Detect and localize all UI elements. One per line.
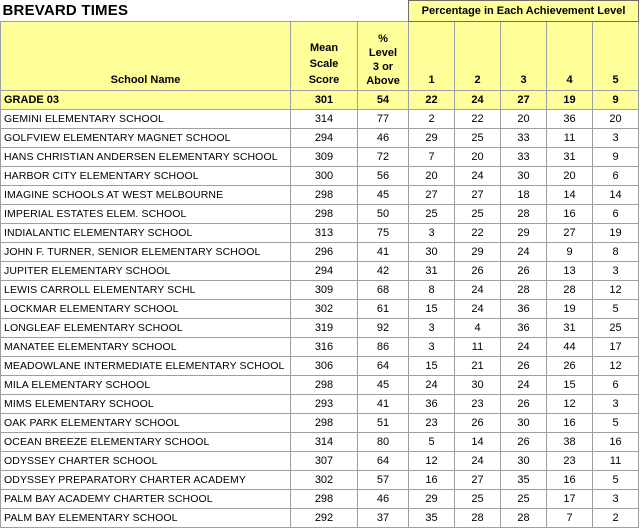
mean-scale-score-cell: 293	[291, 394, 358, 413]
level-5-cell: 20	[593, 109, 639, 128]
mean-scale-score-cell: 298	[291, 204, 358, 223]
table-row	[1, 242, 639, 261]
mean-scale-score-cell: 319	[291, 318, 358, 337]
pct-level3-cell: 86	[358, 337, 409, 356]
level-4-cell: 36	[547, 109, 593, 128]
pct-line: %	[378, 32, 388, 45]
mean-scale-score-cell: 313	[291, 223, 358, 242]
level-4-cell: 16	[547, 470, 593, 489]
level-3-cell: 28	[501, 280, 547, 299]
grade-mean: 301	[291, 90, 358, 109]
level-5-cell: 3	[593, 261, 639, 280]
table-row	[1, 280, 639, 299]
school-name-cell: MILA ELEMENTARY SCHOOL	[1, 375, 291, 394]
level-3-cell: 28	[501, 204, 547, 223]
grade-level-2: 24	[455, 90, 501, 109]
level-5-cell: 6	[593, 166, 639, 185]
pct-level3-header	[358, 21, 409, 90]
level-2-cell: 11	[455, 337, 501, 356]
level-1-cell: 29	[409, 128, 455, 147]
level-1-cell: 3	[409, 318, 455, 337]
mean-scale-score-cell: 298	[291, 489, 358, 508]
school-name-cell: OAK PARK ELEMENTARY SCHOOL	[1, 413, 291, 432]
level-5-cell: 14	[593, 185, 639, 204]
level-3-cell: 24	[501, 375, 547, 394]
level-1-cell: 8	[409, 280, 455, 299]
school-name-cell: LEWIS CARROLL ELEMENTARY SCHL	[1, 280, 291, 299]
level-1-cell: 36	[409, 394, 455, 413]
level-5-cell: 12	[593, 356, 639, 375]
school-name-cell: ODYSSEY PREPARATORY CHARTER ACADEMY	[1, 470, 291, 489]
level-4-cell: 7	[547, 508, 593, 527]
level-1-cell: 30	[409, 242, 455, 261]
level-4-cell: 9	[547, 242, 593, 261]
school-name-cell: ODYSSEY CHARTER SCHOOL	[1, 451, 291, 470]
level-3-cell: 26	[501, 356, 547, 375]
level-5-cell: 19	[593, 223, 639, 242]
level-1-cell: 3	[409, 223, 455, 242]
school-name-cell: HARBOR CITY ELEMENTARY SCHOOL	[1, 166, 291, 185]
level-5-cell: 3	[593, 394, 639, 413]
level-1-cell: 16	[409, 470, 455, 489]
level-2-cell: 30	[455, 375, 501, 394]
pct-level3-cell: 46	[358, 489, 409, 508]
mean-scale-score-cell: 294	[291, 128, 358, 147]
level-3-cell: 20	[501, 109, 547, 128]
level-2-cell: 24	[455, 166, 501, 185]
pct-level3-cell: 92	[358, 318, 409, 337]
level-1-cell: 27	[409, 185, 455, 204]
mean-scale-score-cell: 300	[291, 166, 358, 185]
mean-scale-score-cell: 298	[291, 413, 358, 432]
pct-level3-cell: 45	[358, 185, 409, 204]
level-2-cell: 24	[455, 280, 501, 299]
table-row	[1, 147, 639, 166]
level-1-cell: 15	[409, 356, 455, 375]
table-row	[1, 261, 639, 280]
school-name-cell: JUPITER ELEMENTARY SCHOOL	[1, 261, 291, 280]
mean-scale-score-cell: 302	[291, 470, 358, 489]
table-row	[1, 128, 639, 147]
level-2-cell: 28	[455, 508, 501, 527]
table-row	[1, 470, 639, 489]
table-row	[1, 394, 639, 413]
level-4-cell: 44	[547, 337, 593, 356]
level-2-cell: 24	[455, 299, 501, 318]
level-5-cell: 3	[593, 128, 639, 147]
pct-line: Above	[366, 74, 400, 87]
header-row	[1, 21, 639, 90]
level-3-cell: 18	[501, 185, 547, 204]
pct-level3-cell: 50	[358, 204, 409, 223]
pct-level3-cell: 64	[358, 451, 409, 470]
level-1-cell: 29	[409, 489, 455, 508]
mean-scale-score-cell: 292	[291, 508, 358, 527]
page-title: BREVARD TIMES	[2, 2, 129, 19]
level-2-cell: 20	[455, 147, 501, 166]
level-2-cell: 21	[455, 356, 501, 375]
pct-level3-cell: 41	[358, 242, 409, 261]
level-2-cell: 22	[455, 223, 501, 242]
level-2-cell: 22	[455, 109, 501, 128]
grade-level-3: 27	[501, 90, 547, 109]
level-5-cell: 16	[593, 432, 639, 451]
school-name-header: School Name	[1, 21, 291, 90]
level-2-header: 2	[455, 21, 501, 90]
level-2-cell: 26	[455, 261, 501, 280]
grade-row	[1, 90, 639, 109]
pct-level3-cell: 42	[358, 261, 409, 280]
grade-label: GRADE 03	[1, 90, 291, 109]
school-name-cell: MEADOWLANE INTERMEDIATE ELEMENTARY SCHOOL	[1, 356, 291, 375]
level-5-cell: 3	[593, 489, 639, 508]
pct-level3-cell: 51	[358, 413, 409, 432]
level-1-cell: 24	[409, 375, 455, 394]
mean-scale-score-cell: 296	[291, 242, 358, 261]
level-4-cell: 15	[547, 375, 593, 394]
level-3-cell: 33	[501, 128, 547, 147]
school-name-cell: GOLFVIEW ELEMENTARY MAGNET SCHOOL	[1, 128, 291, 147]
level-1-cell: 5	[409, 432, 455, 451]
table-row	[1, 185, 639, 204]
level-3-cell: 26	[501, 261, 547, 280]
level-3-cell: 25	[501, 489, 547, 508]
level-3-cell: 30	[501, 166, 547, 185]
level-3-cell: 28	[501, 508, 547, 527]
level-5-cell: 2	[593, 508, 639, 527]
pct-level3-cell: 80	[358, 432, 409, 451]
level-5-cell: 5	[593, 299, 639, 318]
level-1-cell: 31	[409, 261, 455, 280]
school-name-cell: OCEAN BREEZE ELEMENTARY SCHOOL	[1, 432, 291, 451]
mean-scale-score-cell: 314	[291, 432, 358, 451]
level-3-cell: 29	[501, 223, 547, 242]
school-name-cell: JOHN F. TURNER, SENIOR ELEMENTARY SCHOOL	[1, 242, 291, 261]
mean-scale-score-cell: 314	[291, 109, 358, 128]
pct-level3-cell: 37	[358, 508, 409, 527]
mean-scale-score-cell: 309	[291, 147, 358, 166]
pct-level3-cell: 56	[358, 166, 409, 185]
table-row	[1, 451, 639, 470]
school-name-cell: IMAGINE SCHOOLS AT WEST MELBOURNE	[1, 185, 291, 204]
mean-scale-score-cell: 298	[291, 185, 358, 204]
mean-scale-score-cell: 309	[291, 280, 358, 299]
level-5-cell: 8	[593, 242, 639, 261]
table-row	[1, 375, 639, 394]
level-3-cell: 33	[501, 147, 547, 166]
mean-scale-score-header	[291, 21, 358, 90]
mean-scale-score-cell: 302	[291, 299, 358, 318]
level-4-cell: 28	[547, 280, 593, 299]
mean-scale-score-cell: 307	[291, 451, 358, 470]
level-3-cell: 24	[501, 242, 547, 261]
level-4-cell: 31	[547, 147, 593, 166]
table-row	[1, 166, 639, 185]
school-name-cell: HANS CHRISTIAN ANDERSEN ELEMENTARY SCHOOL	[1, 147, 291, 166]
table-row	[1, 508, 639, 527]
level-5-cell: 11	[593, 451, 639, 470]
level-3-cell: 35	[501, 470, 547, 489]
level-1-cell: 15	[409, 299, 455, 318]
level-1-cell: 3	[409, 337, 455, 356]
level-4-cell: 23	[547, 451, 593, 470]
level-5-cell: 6	[593, 375, 639, 394]
level-5-cell: 9	[593, 147, 639, 166]
table-row	[1, 432, 639, 451]
level-3-cell: 26	[501, 394, 547, 413]
level-2-cell: 26	[455, 413, 501, 432]
title-row	[1, 1, 639, 22]
table-row	[1, 204, 639, 223]
level-5-cell: 6	[593, 204, 639, 223]
level-1-cell: 20	[409, 166, 455, 185]
school-name-cell: IMPERIAL ESTATES ELEM. SCHOOL	[1, 204, 291, 223]
pct-level3-cell: 72	[358, 147, 409, 166]
level-4-cell: 27	[547, 223, 593, 242]
level-5-cell: 5	[593, 413, 639, 432]
pct-level3-cell: 46	[358, 128, 409, 147]
school-name-cell: INDIALANTIC ELEMENTARY SCHOOL	[1, 223, 291, 242]
level-1-cell: 23	[409, 413, 455, 432]
level-3-cell: 30	[501, 413, 547, 432]
level-2-cell: 29	[455, 242, 501, 261]
mean-scale-score-cell: 298	[291, 375, 358, 394]
level-1-header: 1	[409, 21, 455, 90]
level-5-header: 5	[593, 21, 639, 90]
school-name-cell: PALM BAY ACADEMY CHARTER SCHOOL	[1, 489, 291, 508]
table-row	[1, 299, 639, 318]
table-row	[1, 356, 639, 375]
level-4-cell: 17	[547, 489, 593, 508]
table-row	[1, 413, 639, 432]
pct-level3-cell: 64	[358, 356, 409, 375]
school-name-cell: LOCKMAR ELEMENTARY SCHOOL	[1, 299, 291, 318]
level-4-cell: 16	[547, 204, 593, 223]
level-3-cell: 26	[501, 432, 547, 451]
pct-level3-cell: 41	[358, 394, 409, 413]
level-4-cell: 13	[547, 261, 593, 280]
school-name-cell: PALM BAY ELEMENTARY SCHOOL	[1, 508, 291, 527]
level-3-header: 3	[501, 21, 547, 90]
pct-level3-cell: 75	[358, 223, 409, 242]
level-2-cell: 27	[455, 185, 501, 204]
pct-level3-cell: 61	[358, 299, 409, 318]
level-2-cell: 4	[455, 318, 501, 337]
level-2-cell: 14	[455, 432, 501, 451]
level-5-cell: 12	[593, 280, 639, 299]
level-2-cell: 25	[455, 204, 501, 223]
pct-level3-cell: 68	[358, 280, 409, 299]
level-2-cell: 25	[455, 489, 501, 508]
level-4-cell: 11	[547, 128, 593, 147]
level-4-cell: 26	[547, 356, 593, 375]
pct-level3-cell: 57	[358, 470, 409, 489]
level-4-cell: 38	[547, 432, 593, 451]
level-4-cell: 16	[547, 413, 593, 432]
level-5-cell: 17	[593, 337, 639, 356]
level-5-cell: 25	[593, 318, 639, 337]
table-row	[1, 489, 639, 508]
school-name-cell: LONGLEAF ELEMENTARY SCHOOL	[1, 318, 291, 337]
level-5-cell: 5	[593, 470, 639, 489]
level-1-cell: 25	[409, 204, 455, 223]
mean-scale-score-cell: 306	[291, 356, 358, 375]
level-2-cell: 27	[455, 470, 501, 489]
pct-line: 3 or	[372, 60, 394, 73]
school-name-cell: GEMINI ELEMENTARY SCHOOL	[1, 109, 291, 128]
grade-level-1: 22	[409, 90, 455, 109]
level-3-cell: 36	[501, 299, 547, 318]
level-2-cell: 23	[455, 394, 501, 413]
level-2-cell: 24	[455, 451, 501, 470]
table-row	[1, 223, 639, 242]
level-4-cell: 20	[547, 166, 593, 185]
table-row	[1, 318, 639, 337]
table-row	[1, 337, 639, 356]
pct-level3-cell: 77	[358, 109, 409, 128]
level-3-cell: 36	[501, 318, 547, 337]
school-name-cell: MIMS ELEMENTARY SCHOOL	[1, 394, 291, 413]
level-4-cell: 14	[547, 185, 593, 204]
pct-line: Level	[368, 46, 398, 59]
level-1-cell: 35	[409, 508, 455, 527]
mean-scale-score-cell: 294	[291, 261, 358, 280]
grade-level-4: 19	[547, 90, 593, 109]
pct-level3-cell: 45	[358, 375, 409, 394]
table-row	[1, 109, 639, 128]
level-3-cell: 30	[501, 451, 547, 470]
mean-scale-score-label: Mean Scale Score	[308, 41, 340, 86]
mean-scale-score-cell: 316	[291, 337, 358, 356]
school-name-cell: MANATEE ELEMENTARY SCHOOL	[1, 337, 291, 356]
level-1-cell: 12	[409, 451, 455, 470]
level-4-cell: 19	[547, 299, 593, 318]
percentage-group-header: Percentage in Each Achievement Level	[409, 1, 639, 22]
level-4-cell: 31	[547, 318, 593, 337]
grade-pct: 54	[358, 90, 409, 109]
level-2-cell: 25	[455, 128, 501, 147]
level-4-header: 4	[547, 21, 593, 90]
level-1-cell: 7	[409, 147, 455, 166]
grade-level-5: 9	[593, 90, 639, 109]
level-4-cell: 12	[547, 394, 593, 413]
level-1-cell: 2	[409, 109, 455, 128]
level-3-cell: 24	[501, 337, 547, 356]
